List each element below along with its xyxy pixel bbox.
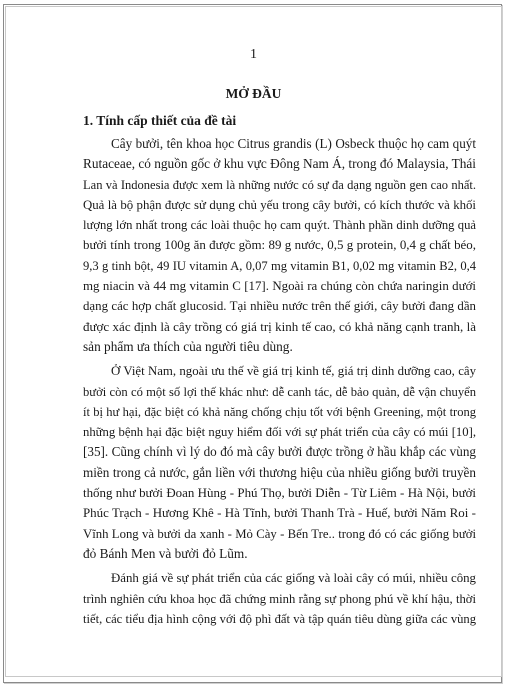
chapter-title: MỞ ĐẦU <box>225 86 282 101</box>
paragraph-2 <box>83 361 476 564</box>
text-line: thống như bưởi Đoan Hùng - Phú Thọ, bưởi Diễn - Từ Liêm - Hà Nội, bưởi <box>83 485 476 501</box>
text-line: Cây bưởi, tên khoa học Citrus grandis (L) Osbeck thuộc họ cam quýt <box>111 136 476 151</box>
text-line: mg niacin và 44 mg vitamin C [17]. Ngoài ra chúng còn chứa naringin dưới <box>83 279 476 294</box>
text-line: những bệnh hại đặc biệt nguy hiểm đối với sự phát triển của cây có múi [10], <box>83 425 476 440</box>
text-line: 9,3 g tinh bột, 49 IU vitamin A, 0,07 mg vitamin B1, 0,02 mg vitamin B2, 0,4 <box>83 258 476 273</box>
text-line: được xác định là cây trồng có giá trị kinh tế cao, có khả năng cạnh tranh, là <box>83 318 476 334</box>
body-text <box>83 134 476 633</box>
section-heading: 1. Tính cấp thiết của đề tài <box>83 113 237 128</box>
text-line: bưởi còn có một số lợi thế khác như: dễ canh tác, dễ bảo quản, dễ vận chuyển <box>83 384 476 399</box>
text-line: sản phẩm ưa thích của người tiêu dùng. <box>83 338 293 354</box>
text-line: Ở Việt Nam, ngoài ưu thế về giá trị kinh tế, giá trị dinh dưỡng cao, cây <box>111 364 476 379</box>
text-line: Lan và Indonesia được xem là những nước có sự đa dạng nguồn gen cao nhất. <box>83 177 476 192</box>
text-line: ít bị hư hại, đặc biệt có khả năng chống chịu tốt với bệnh Greening, một trong <box>83 404 476 419</box>
paragraph-3 <box>83 568 476 629</box>
text-line: miền trong cả nước, gắn liền với thương hiệu của nhiều giống bưởi truyền <box>83 464 476 480</box>
paragraph-1 <box>83 134 476 357</box>
page-number: 1 <box>250 47 257 62</box>
text-line: dạng các hợp chất glucosid. Tại nhiều nước trên thế giới, cây bưởi đang dần <box>83 299 476 314</box>
text-line: Phúc Trạch - Hương Khê - Hà Tĩnh, bưởi Thanh Trà - Huế, bưởi Năm Roi - <box>83 505 476 521</box>
text-line: tiết, các tiểu địa hình cộng với độ phì đất và tập quán tiêu dùng giữa các vùng <box>83 611 476 626</box>
text-line: [35]. Cũng chính vì lý do đó mà cây bưởi được trồng ở hầu khắp các vùng <box>83 444 476 460</box>
text-line: trình nghiên cứu khoa học đã chứng minh rằng sự phong phú về khí hậu, thời <box>83 591 476 606</box>
text-line: lượng lớn nhất trong các loài thuộc họ cam quýt. Thành phần dinh dưỡng quả <box>83 218 476 233</box>
text-line: Đánh giá về sự phát triển của các giống và loài cây có múi, nhiều công <box>111 571 476 586</box>
text-line: đỏ Bánh Men và bưởi đỏ Lũm. <box>83 545 248 561</box>
text-line: Quả là bộ phận được sử dụng chủ yếu trong cây bưởi, có kích thước và khối <box>83 197 476 212</box>
text-line: Vĩnh Long và bưởi da xanh - Mỏ Cày - Bến Tre.. trong đó có các giống bưởi <box>83 526 476 541</box>
text-line: bưởi tính trong 100g ăn được gồm: 89 g nước, 0,5 g protein, 0,4 g chất béo, <box>83 237 476 253</box>
text-line: Rutaceae, có nguồn gốc ở khu vực Đông Nam Á, trong đó Malaysia, Thái <box>83 156 476 172</box>
